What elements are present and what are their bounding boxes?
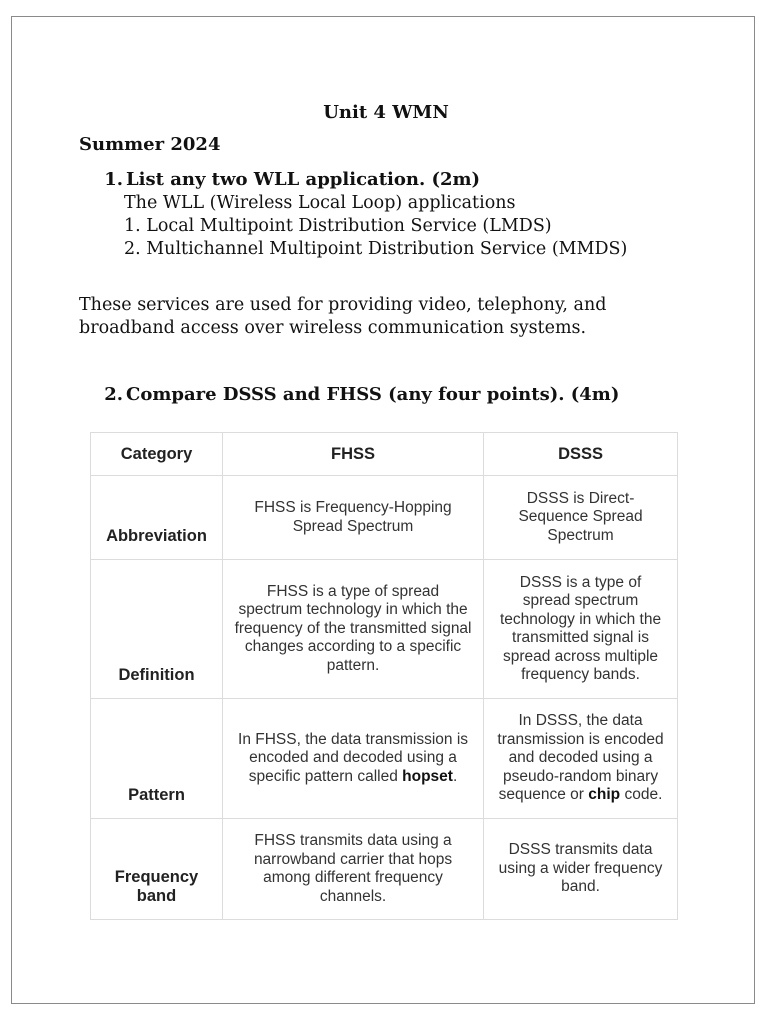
header-dsss: DSSS bbox=[484, 433, 678, 476]
fhss-pattern-end: . bbox=[452, 767, 458, 785]
row-category: Frequency band bbox=[91, 819, 223, 920]
fhss-cell: FHSS is Frequency-Hopping Spread Spectrum bbox=[223, 476, 484, 560]
question-1-answer bbox=[79, 192, 679, 261]
dsss-cell: DSSS is Direct-Sequence Spread Spectrum bbox=[484, 476, 678, 560]
dsss-pattern-text: In DSSS, the data transmission is encoded and decoded using a pseudo-random binary sequence or bbox=[497, 712, 664, 804]
answer-item-lmds: 1. Local Multipoint Distribution Service (LMDS) bbox=[124, 216, 552, 236]
question-2-text: Compare DSSS and FHSS (any four points). (4m) bbox=[126, 384, 620, 405]
answer-intro: The WLL (Wireless Local Loop) applications bbox=[124, 193, 516, 213]
header-category: Category bbox=[91, 433, 223, 476]
table-row bbox=[91, 699, 678, 819]
dsss-cell: DSSS is a type of spread spectrum technology in which the transmitted signal is spread across multiple frequency bands. bbox=[484, 560, 678, 699]
dsss-pattern-bold: chip bbox=[588, 786, 621, 804]
fhss-pattern-text: In FHSS, the data transmission is encoded and decoded using a specific pattern called bbox=[238, 730, 469, 785]
answer-paragraph: These services are used for providing video, telephony, and broadband access over wireless communication systems. bbox=[79, 295, 607, 338]
fhss-pattern-bold: hopset bbox=[402, 767, 453, 785]
fhss-cell: FHSS transmits data using a narrowband carrier that hops among different frequency channels. bbox=[223, 819, 484, 920]
table-row bbox=[91, 560, 678, 699]
document-title: Unit 4 WMN bbox=[323, 102, 449, 123]
question-1-number: 1. bbox=[104, 169, 123, 190]
table-header-row bbox=[91, 433, 678, 476]
row-category: Abbreviation bbox=[91, 476, 223, 560]
question-1-text: List any two WLL application. (2m) bbox=[126, 169, 481, 190]
dsss-cell bbox=[484, 699, 678, 819]
question-2 bbox=[79, 383, 679, 407]
header-fhss: FHSS bbox=[223, 433, 484, 476]
answer-item-mmds: 2. Multichannel Multipoint Distribution Service (MMDS) bbox=[124, 239, 628, 259]
fhss-cell bbox=[223, 699, 484, 819]
session-heading: Summer 2024 bbox=[79, 134, 221, 155]
document-content bbox=[79, 100, 679, 407]
table-row bbox=[91, 476, 678, 560]
row-category: Definition bbox=[91, 560, 223, 699]
table-row bbox=[91, 819, 678, 920]
row-category: Pattern bbox=[91, 699, 223, 819]
dsss-pattern-end: code. bbox=[620, 786, 663, 804]
dsss-cell: DSSS transmits data using a wider frequency band. bbox=[484, 819, 678, 920]
question-2-number: 2. bbox=[104, 384, 123, 405]
comparison-table bbox=[90, 432, 678, 920]
fhss-cell: FHSS is a type of spread spectrum technology in which the frequency of the transmitted signal changes according to a specific pattern. bbox=[223, 560, 484, 699]
question-1 bbox=[79, 168, 679, 192]
